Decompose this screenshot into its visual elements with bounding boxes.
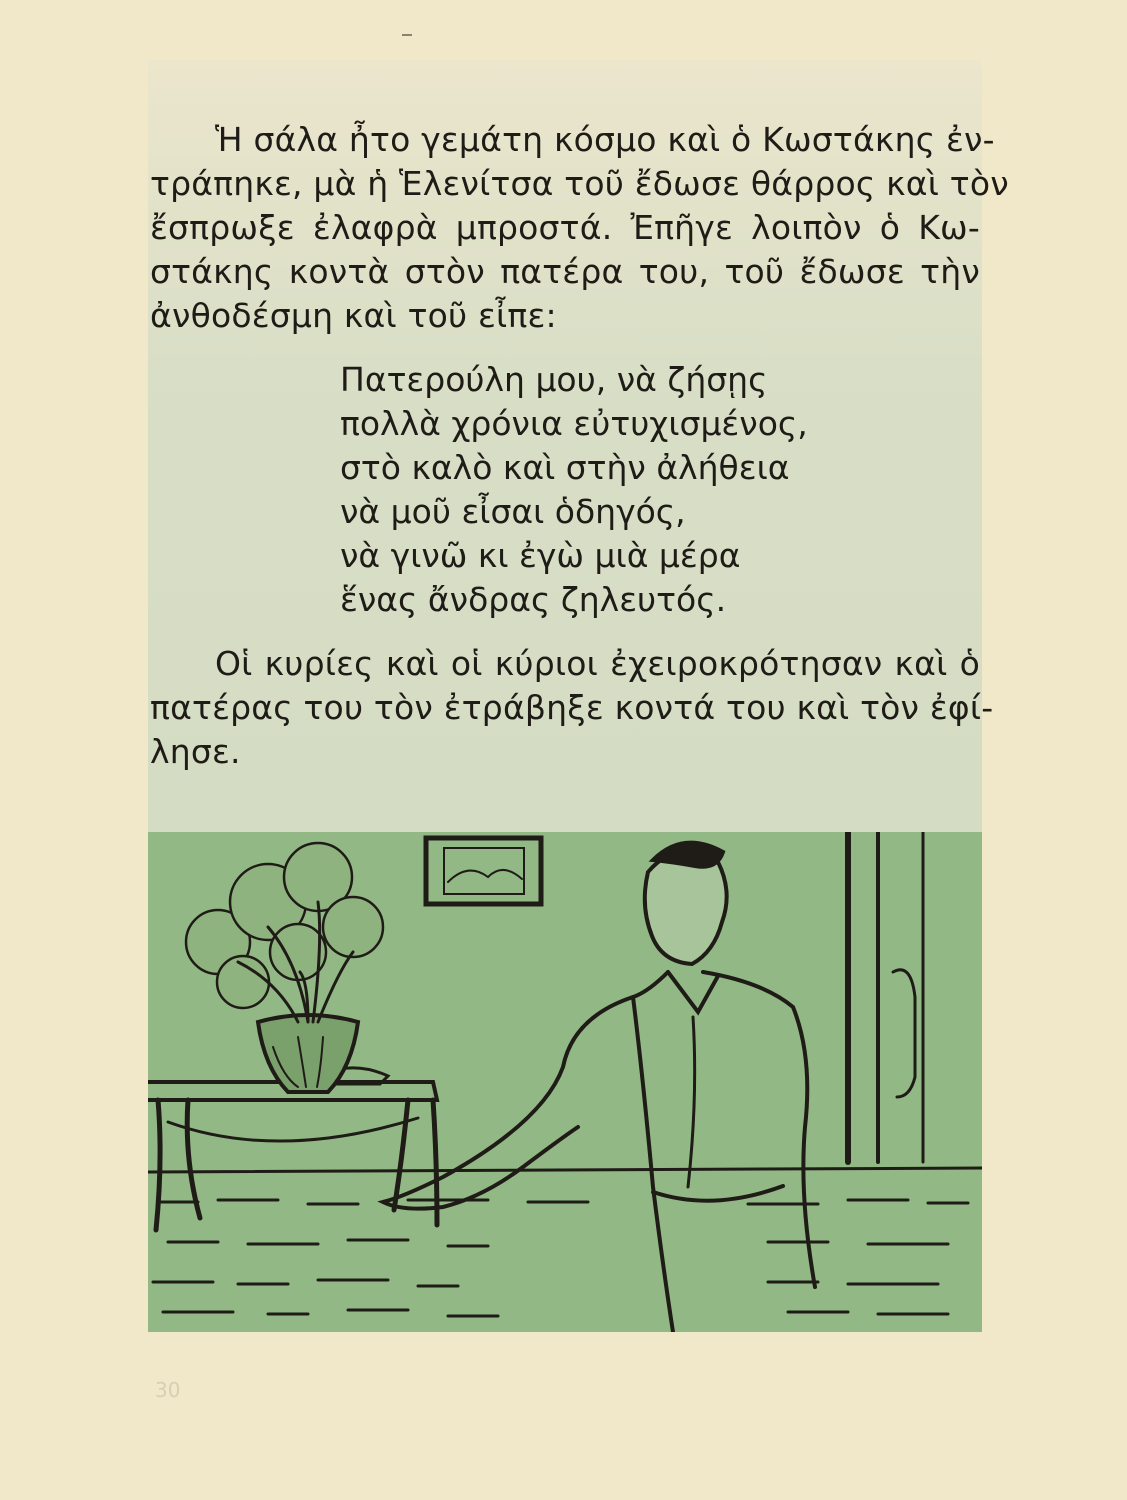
poem-line: ἕνας ἄνδρας ζηλευτός. <box>340 580 727 619</box>
floor-hatch <box>168 1240 948 1246</box>
poem-line: στὸ καλὸ καὶ στὴν ἀλήθεια <box>340 448 790 487</box>
paragraph-1-line: ἀνθοδέσμη καὶ τοῦ εἶπε: <box>150 296 557 335</box>
table-legs <box>156 1100 437 1230</box>
poem-line: Πατερούλη μου, νὰ ζήσῃς <box>340 360 768 399</box>
illustration-drawing <box>148 832 982 1332</box>
paragraph-1 <box>150 118 1009 338</box>
boy-collar <box>668 972 718 1012</box>
boy-arm-outstretched <box>383 972 668 1209</box>
figure-in-doorway <box>893 970 915 1097</box>
poem-line: νὰ μοῦ εἶσαι ὁδηγός, <box>340 492 686 531</box>
paragraph-2-line: πατέρας του τὸν ἐτράβηξε κοντά του καὶ τὸν ἐφί- <box>150 688 994 727</box>
table-apron <box>168 1118 418 1141</box>
floor-hatch <box>158 1200 968 1204</box>
paragraph-2 <box>150 642 994 774</box>
poem-line: νὰ γινῶ κι ἐγὼ μιὰ μέρα <box>340 536 741 575</box>
illustration-boy-with-flowers <box>148 832 982 1332</box>
boy-back <box>703 972 815 1287</box>
floor-hatch <box>153 1280 938 1286</box>
boy-head <box>645 852 727 964</box>
paragraph-1-line: Ἡ σάλα ἦτο γεμάτη κόσμο καὶ ὁ Κωστάκης ἐν- <box>215 120 995 159</box>
page-number: 30 <box>155 1378 181 1402</box>
boy-hair <box>653 843 723 867</box>
poem-line: πολλὰ χρόνια εὐτυχισμένος, <box>340 404 808 443</box>
wall-picture-inner <box>444 848 524 894</box>
flower <box>323 897 383 957</box>
paragraph-2-line: Οἱ κυρίες καὶ οἱ κύριοι ἐχειροκρότησαν καὶ ὁ <box>215 644 980 683</box>
wall-picture-landscape <box>448 870 522 882</box>
paragraph-1-line: τράπηκε, μὰ ἡ Ἑλενίτσα τοῦ ἔδωσε θάρρος καὶ τὸν <box>150 164 1009 203</box>
floor-line <box>148 1168 982 1172</box>
paragraph-1-line: στάκης κοντὰ στὸν πατέρα του, τοῦ ἔδωσε τὴν <box>150 252 980 291</box>
floor-hatch <box>163 1310 948 1316</box>
paragraph-2-line: λησε. <box>150 732 241 771</box>
poem <box>340 358 808 622</box>
jacket-hem <box>653 1186 783 1201</box>
jacket-opening <box>688 1017 695 1187</box>
boy-front <box>633 997 673 1332</box>
paragraph-1-line: ἔσπρωξε ἐλαφρὰ μπροστά. Ἐπῆγε λοιπὸν ὁ Κω- <box>150 208 980 247</box>
flower-bouquet <box>186 843 383 1008</box>
boy-figure <box>383 843 815 1332</box>
print-mark <box>402 34 412 36</box>
